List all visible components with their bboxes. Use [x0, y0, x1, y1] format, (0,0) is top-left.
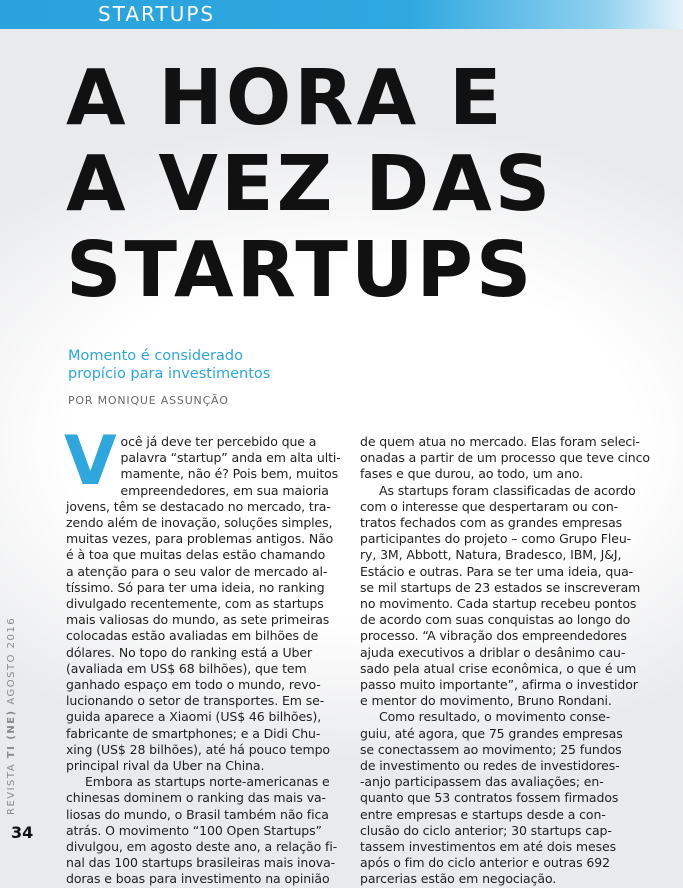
text-line: principal rival da Uber na China. — [66, 758, 265, 774]
text-line: divulgado recentemente, com as startups — [66, 596, 324, 612]
text-line: de investimento ou redes de investidores- — [360, 758, 620, 774]
text-line: lucionando o setor de transportes. Em se- — [66, 693, 325, 709]
text-line: tassem investimentos em até dois meses — [360, 839, 617, 855]
magazine-edition-label — [6, 617, 17, 815]
article-paragraph — [64, 422, 341, 774]
article-column-left — [64, 422, 341, 888]
text-line: participantes do projeto – como Grupo Fleu- — [360, 531, 632, 547]
text-line: divulgou, em agosto deste ano, a relação fi- — [66, 839, 338, 855]
magazine-name-bold: TI (NE) — [6, 709, 17, 759]
subtitle-line: propício para investimentos — [68, 366, 271, 382]
headline-line: A VEZ DAS — [66, 140, 554, 229]
text-line: clusão do ciclo anterior; 30 startups cap- — [360, 822, 612, 838]
text-line: Como resultado, o movimento conse- — [379, 709, 611, 725]
text-line: quanto que 53 contratos fossem firmados — [360, 790, 619, 806]
text-line: Embora as startups norte-americanas e — [85, 774, 330, 790]
text-line: a atenção para o seu valor de mercado al- — [66, 563, 328, 579]
text-line: onadas a partir de um processo que teve cinco — [360, 450, 650, 466]
text-line: ry, 3M, Abbott, Natura, Bradesco, IBM, J&J, — [360, 547, 622, 563]
subtitle — [68, 347, 270, 383]
text-line: empreendedores, em sua maioria — [120, 482, 329, 498]
text-line: sado pela atual crise econômica, o que é um — [360, 660, 637, 676]
section-bar — [0, 0, 683, 29]
text-line: fases e que durou, ao todo, um ano. — [360, 466, 584, 482]
magazine-name: REVISTA — [6, 762, 17, 815]
text-line: ganhado espaço em todo o mundo, revo- — [66, 677, 321, 693]
text-line: As startups foram classificadas de acordo — [379, 482, 636, 498]
page-number: 34 — [11, 823, 34, 842]
text-line: de acordo com suas conquistas ao longo do — [360, 612, 631, 628]
text-line: tíssimo. Só para ter uma ideia, no ranking — [66, 579, 325, 595]
text-line: muitas vezes, para problemas antigos. Não — [66, 531, 334, 547]
section-label: STARTUPS — [98, 2, 216, 26]
text-line: entre empresas e startups desde a con- — [360, 806, 606, 822]
text-line: chinesas dominem o ranking das mais va- — [66, 790, 326, 806]
text-line: colocadas estão avaliadas em bilhões de — [66, 628, 319, 644]
text-line: parcerias estão em negociação. — [360, 871, 557, 887]
article-paragraph — [360, 434, 648, 483]
article-paragraph — [66, 774, 338, 887]
text-line: de quem atua no mercado. Elas foram seleci- — [360, 434, 640, 449]
text-line: e mentor do movimento, Bruno Rondani. — [360, 693, 612, 709]
text-line: xing (US$ 28 bilhões), até há pouco tempo — [66, 741, 330, 757]
article-column-right — [360, 434, 648, 888]
text-line: passo muito importante”, afirma o investidor — [360, 677, 638, 693]
text-line: -anjo participassem das avaliações; en- — [360, 774, 604, 790]
text-line: jovens, têm se destacado no mercado, tra- — [66, 498, 331, 514]
text-line: ocê já deve ter percebido que a — [120, 434, 317, 449]
subtitle-line: Momento é considerado — [68, 348, 243, 364]
text-line: Estácio e outras. Para se ter uma ideia, qua- — [360, 563, 634, 579]
text-line: palavra “startup” anda em alta ulti- — [120, 450, 341, 466]
text-line: se mil startups de 23 estados se inscreveram — [360, 579, 641, 595]
text-line: guida aparece a Xiaomi (US$ 46 bilhões), — [66, 709, 322, 725]
text-line: se conectassem ao movimento; 25 fundos — [360, 741, 622, 757]
text-line: guiu, até agora, que 75 grandes empresas — [360, 725, 623, 741]
text-line: zendo além de inovação, soluções simples, — [66, 515, 333, 531]
text-line: é à toa que muitas delas estão chamando — [66, 547, 326, 563]
text-line: liosas do mundo, o Brasil também não fica — [66, 806, 329, 822]
text-line: mais valiosas do mundo, as sete primeiras — [66, 612, 330, 628]
headline-line: STARTUPS — [66, 226, 535, 315]
text-line: fabricante de smartphones; e a Didi Chu- — [66, 725, 321, 741]
headline-line: A HORA E — [66, 54, 505, 143]
text-line: processo. “A vibração dos empreendedores — [360, 628, 627, 644]
byline: POR MONIQUE ASSUNÇÃO — [68, 394, 229, 407]
text-line: nal das 100 startups brasileiras mais inova- — [66, 855, 336, 871]
drop-cap: V — [64, 422, 117, 501]
text-line: após o fim do ciclo anterior e outras 692 — [360, 855, 610, 871]
text-line: dólares. No topo do ranking está a Uber — [66, 644, 313, 660]
text-line: tratos fechados com as grandes empresas — [360, 515, 623, 531]
headline — [66, 56, 676, 314]
text-line: doras e boas para investimento na opinião — [66, 871, 330, 887]
article-paragraph — [360, 709, 648, 887]
article-paragraph — [360, 483, 648, 710]
text-line: (avaliada em US$ 68 bilhões), que tem — [66, 660, 307, 676]
text-line: no movimento. Cada startup recebeu pontos — [360, 596, 637, 612]
text-line: ajuda executivos a driblar o desânimo cau- — [360, 644, 626, 660]
edition-date: AGOSTO 2016 — [6, 616, 17, 705]
text-line: atrás. O movimento “100 Open Startups” — [66, 822, 322, 838]
text-line: mamente, não é? Pois bem, muitos — [120, 466, 339, 482]
text-line: com o interesse que despertaram ou con- — [360, 498, 619, 514]
